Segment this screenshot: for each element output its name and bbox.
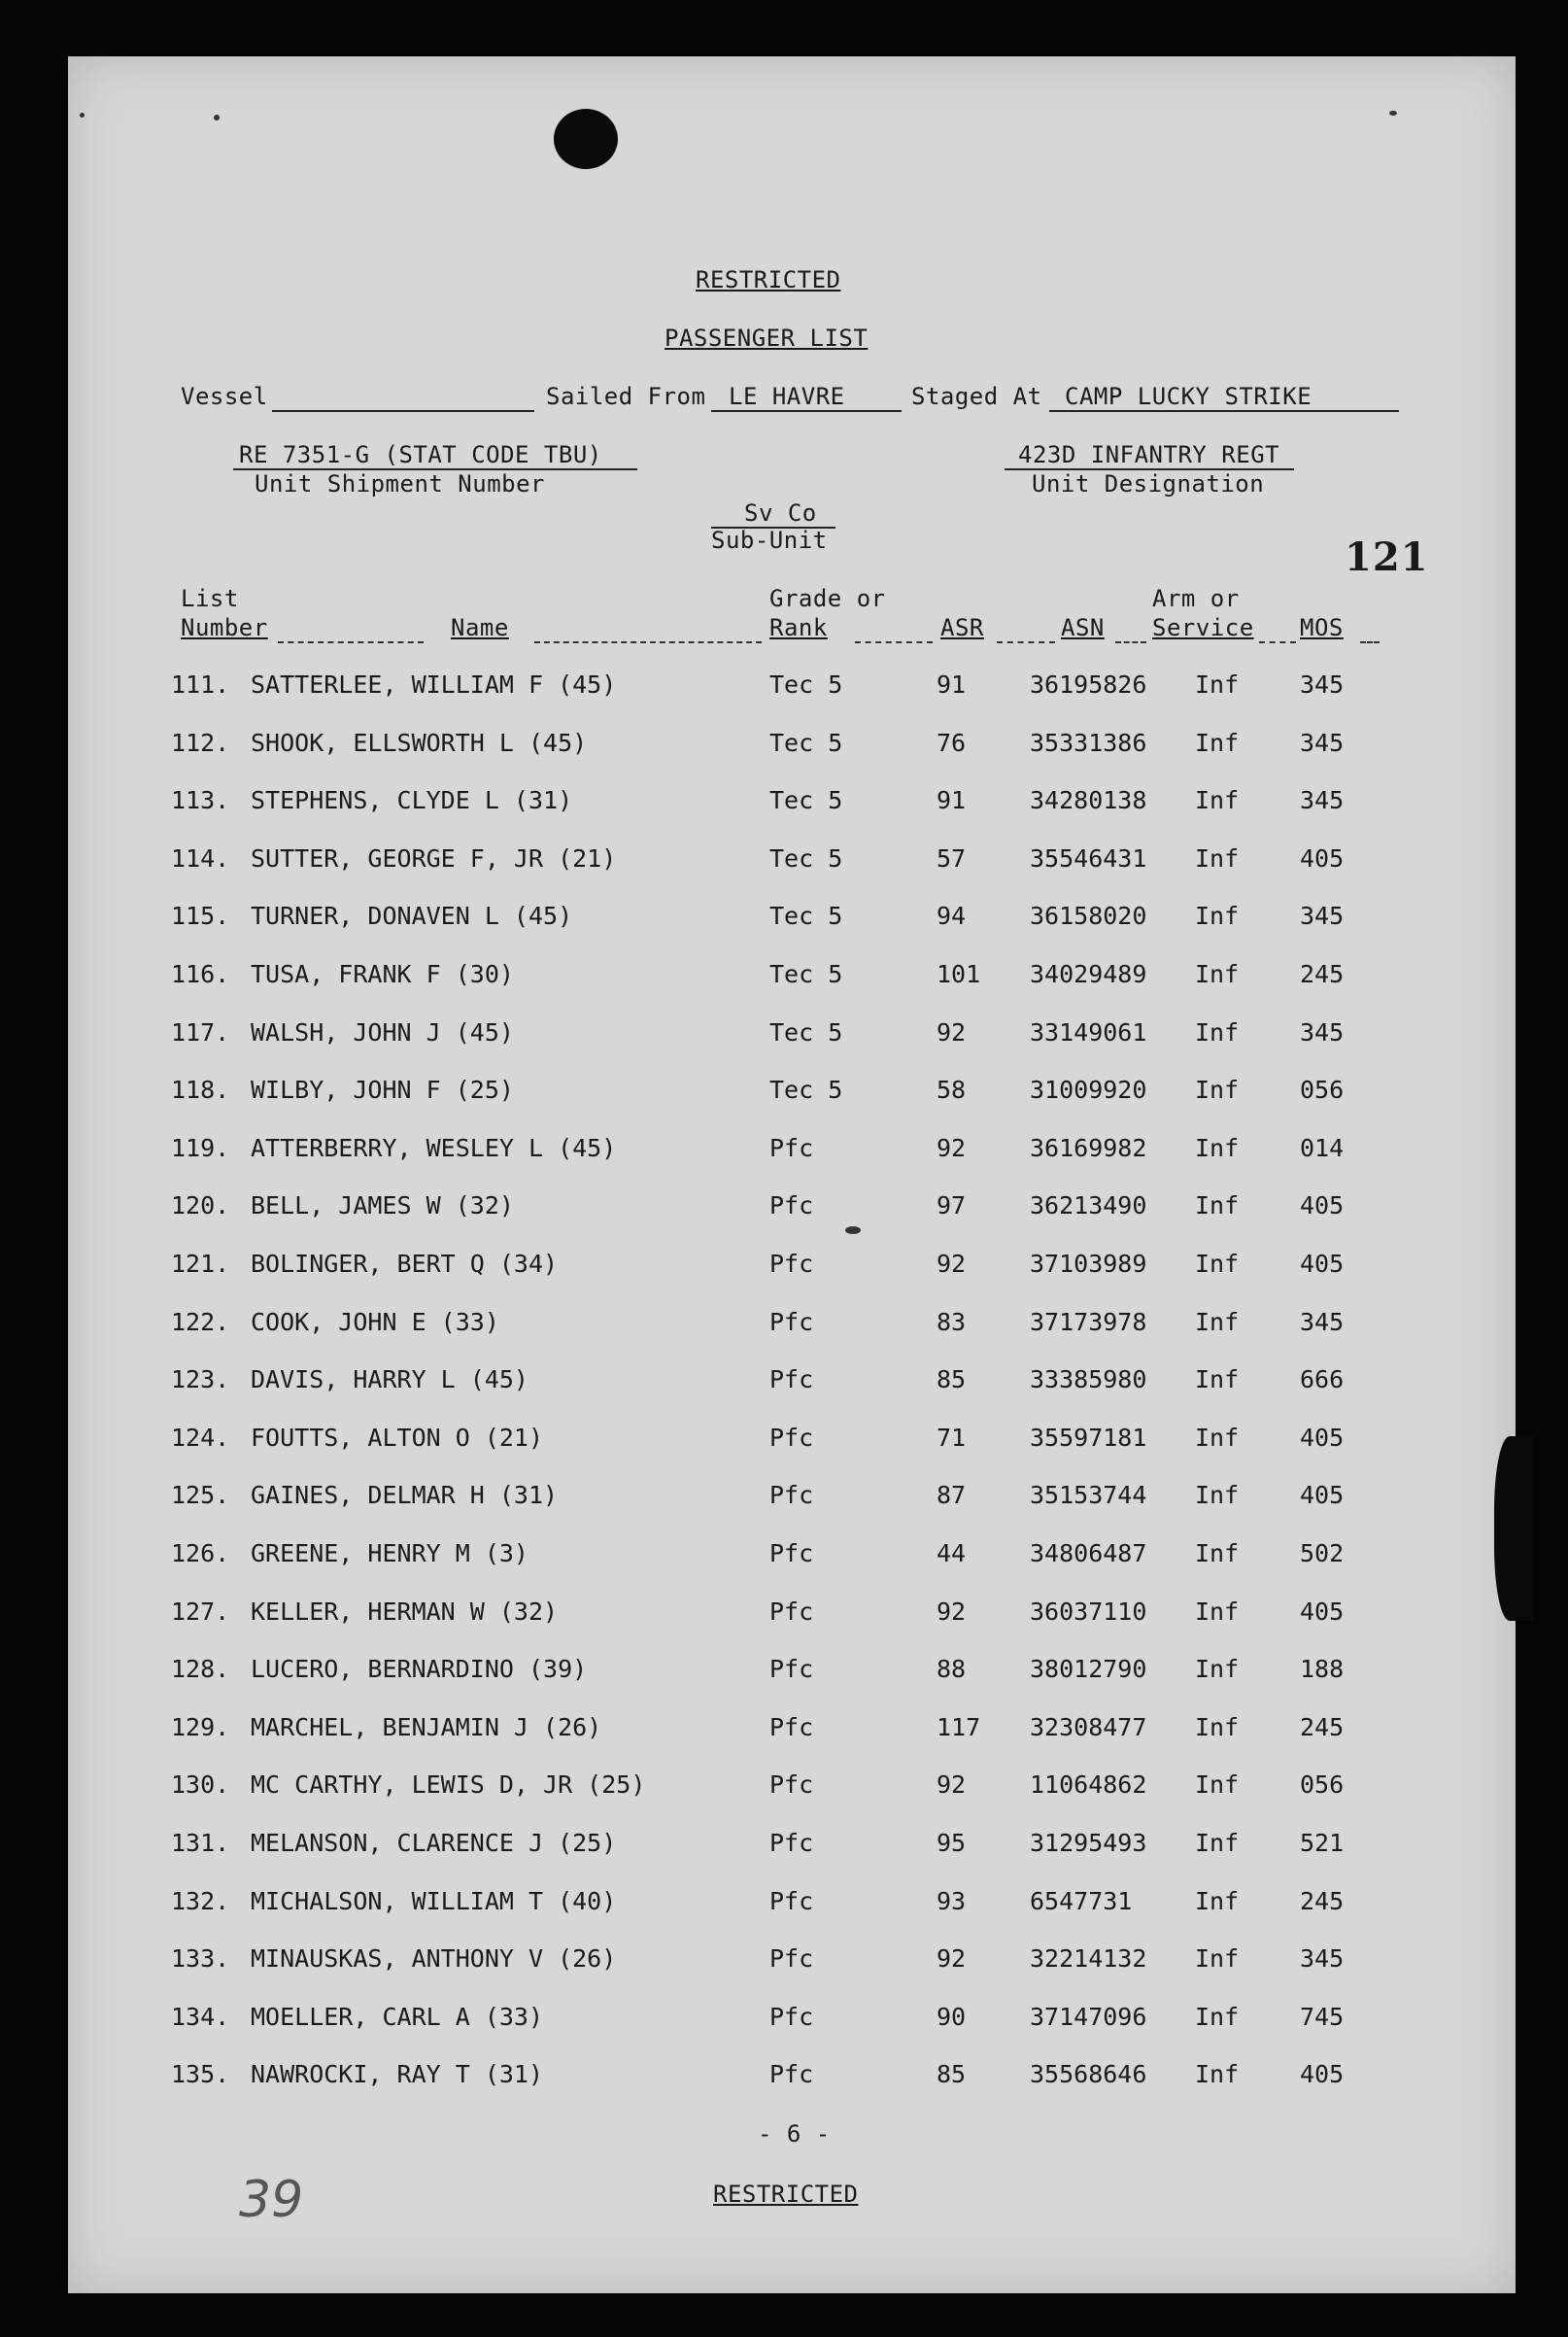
- asr-cell: 91: [937, 670, 967, 699]
- name-cell: BELL, JAMES W (32): [251, 1191, 514, 1220]
- name-cell: SATTERLEE, WILLIAM F (45): [251, 670, 617, 699]
- list-number-cell: 124.: [171, 1423, 230, 1452]
- asr-cell: 92: [937, 1250, 967, 1278]
- asn-cell: 11064862: [1030, 1770, 1147, 1800]
- asn-cell: 6547731: [1030, 1886, 1133, 1915]
- list-number-cell: 120.: [171, 1191, 230, 1220]
- list-number-cell: 113.: [171, 786, 230, 815]
- asr-cell: 76: [937, 728, 967, 757]
- col-grade-line2: Rank: [769, 614, 828, 641]
- col-list-number-line1: List: [181, 585, 239, 612]
- mos-cell: 345: [1300, 670, 1345, 699]
- mos-cell: 666: [1300, 1365, 1345, 1394]
- list-number-cell: 117.: [171, 1017, 230, 1047]
- sailed-from-label: Sailed From: [546, 383, 706, 410]
- name-cell: BOLINGER, BERT Q (34): [251, 1250, 559, 1278]
- grade-cell: Pfc: [769, 1886, 814, 1915]
- asn-cell: 37173978: [1030, 1307, 1147, 1336]
- staged-at-label: Staged At: [911, 383, 1042, 410]
- name-cell: MELANSON, CLARENCE J (25): [251, 1829, 617, 1857]
- name-cell: MC CARTHY, LEWIS D, JR (25): [251, 1770, 646, 1800]
- list-number-cell: 131.: [171, 1829, 230, 1857]
- sub-unit-label: Sub-Unit: [711, 527, 828, 554]
- asn-cell: 35331386: [1030, 728, 1147, 757]
- grade-cell: Pfc: [769, 1191, 814, 1220]
- col-mos: MOS: [1300, 614, 1344, 641]
- asn-cell: 36195826: [1030, 670, 1147, 699]
- unit-designation-label: Unit Designation: [1032, 470, 1265, 498]
- name-cell: GAINES, DELMAR H (31): [251, 1481, 559, 1510]
- name-cell: NAWROCKI, RAY T (31): [251, 2060, 544, 2089]
- list-number-cell: 116.: [171, 960, 230, 988]
- asr-cell: 57: [937, 843, 967, 873]
- asn-cell: 37147096: [1030, 2002, 1147, 2031]
- staged-at-value: CAMP LUCKY STRIKE: [1065, 383, 1312, 410]
- header-dash-2: [534, 641, 762, 643]
- mos-cell: 405: [1300, 1250, 1345, 1278]
- list-number-cell: 114.: [171, 843, 230, 873]
- mos-cell: 345: [1300, 902, 1345, 931]
- name-cell: KELLER, HERMAN W (32): [251, 1597, 559, 1626]
- name-cell: COOK, JOHN E (33): [251, 1307, 499, 1336]
- name-cell: TUSA, FRANK F (30): [251, 960, 514, 988]
- grade-cell: Pfc: [769, 1597, 814, 1626]
- list-number-cell: 127.: [171, 1597, 230, 1626]
- name-cell: STEPHENS, CLYDE L (31): [251, 786, 573, 815]
- asn-cell: 36037110: [1030, 1597, 1147, 1626]
- header-dash-4: [997, 641, 1055, 643]
- unit-designation: 423D INFANTRY REGT: [1018, 441, 1280, 468]
- asr-cell: 93: [937, 1886, 967, 1915]
- grade-cell: Tec 5: [769, 960, 843, 988]
- asn-cell: 33385980: [1030, 1365, 1147, 1394]
- list-number-cell: 125.: [171, 1481, 230, 1510]
- speck-mark: [80, 113, 85, 118]
- col-list-number-line2: Number: [181, 614, 268, 641]
- document-title: PASSENGER LIST: [665, 325, 869, 352]
- grade-cell: Pfc: [769, 1539, 814, 1567]
- grade-cell: Pfc: [769, 1944, 814, 1974]
- mos-cell: 405: [1300, 843, 1345, 873]
- arm-cell: Inf: [1195, 1365, 1240, 1394]
- arm-cell: Inf: [1195, 2002, 1240, 2031]
- arm-cell: Inf: [1195, 1655, 1240, 1684]
- name-cell: MICHALSON, WILLIAM T (40): [251, 1886, 617, 1915]
- asn-cell: 34806487: [1030, 1539, 1147, 1567]
- header-dash-5: [1115, 641, 1146, 643]
- mos-cell: 521: [1300, 1829, 1345, 1857]
- mos-cell: 245: [1300, 1886, 1345, 1915]
- grade-cell: Tec 5: [769, 902, 843, 931]
- asr-cell: 90: [937, 2002, 967, 2031]
- arm-cell: Inf: [1195, 1944, 1240, 1974]
- asn-cell: 35153744: [1030, 1481, 1147, 1510]
- arm-cell: Inf: [1195, 1770, 1240, 1800]
- mos-cell: 745: [1300, 2002, 1345, 2031]
- mos-cell: 405: [1300, 1191, 1345, 1220]
- classification-header: RESTRICTED: [696, 266, 841, 293]
- mos-cell: 188: [1300, 1655, 1345, 1684]
- mos-cell: 245: [1300, 1712, 1345, 1741]
- grade-cell: Tec 5: [769, 728, 843, 757]
- mos-cell: 056: [1300, 1770, 1345, 1800]
- grade-cell: Pfc: [769, 1770, 814, 1800]
- arm-cell: Inf: [1195, 1017, 1240, 1047]
- arm-cell: Inf: [1195, 1886, 1240, 1915]
- asn-cell: 33149061: [1030, 1017, 1147, 1047]
- asn-cell: 35597181: [1030, 1423, 1147, 1452]
- asr-cell: 85: [937, 1365, 967, 1394]
- list-number-cell: 123.: [171, 1365, 230, 1394]
- list-number-cell: 126.: [171, 1539, 230, 1567]
- col-asr: ASR: [940, 614, 984, 641]
- asr-cell: 83: [937, 1307, 967, 1336]
- name-cell: TURNER, DONAVEN L (45): [251, 902, 573, 931]
- grade-cell: Pfc: [769, 1365, 814, 1394]
- list-number-cell: 130.: [171, 1770, 230, 1800]
- name-cell: SUTTER, GEORGE F, JR (21): [251, 843, 617, 873]
- grade-cell: Tec 5: [769, 1017, 843, 1047]
- list-number-cell: 132.: [171, 1886, 230, 1915]
- list-number-cell: 128.: [171, 1655, 230, 1684]
- speck-mark: [1389, 111, 1397, 116]
- list-number-cell: 129.: [171, 1712, 230, 1741]
- col-asn: ASN: [1061, 614, 1105, 641]
- asr-cell: 85: [937, 2060, 967, 2089]
- arm-cell: Inf: [1195, 1712, 1240, 1741]
- arm-cell: Inf: [1195, 1829, 1240, 1857]
- unit-shipment-label: Unit Shipment Number: [255, 470, 545, 498]
- col-arm-line1: Arm or: [1152, 585, 1240, 612]
- grade-cell: Pfc: [769, 1133, 814, 1162]
- asr-cell: 92: [937, 1597, 967, 1626]
- mos-cell: 405: [1300, 1481, 1345, 1510]
- asr-cell: 92: [937, 1944, 967, 1974]
- asr-cell: 101: [937, 960, 981, 988]
- list-number-cell: 134.: [171, 2002, 230, 2031]
- grade-cell: Pfc: [769, 2002, 814, 2031]
- asr-cell: 92: [937, 1770, 967, 1800]
- asn-cell: 37103989: [1030, 1250, 1147, 1278]
- asn-cell: 38012790: [1030, 1655, 1147, 1684]
- grade-cell: Pfc: [769, 1307, 814, 1336]
- name-cell: FOUTTS, ALTON O (21): [251, 1423, 544, 1452]
- name-cell: DAVIS, HARRY L (45): [251, 1365, 528, 1394]
- arm-cell: Inf: [1195, 843, 1240, 873]
- mos-cell: 345: [1300, 728, 1345, 757]
- asn-cell: 34280138: [1030, 786, 1147, 815]
- list-number-cell: 112.: [171, 728, 230, 757]
- asr-cell: 71: [937, 1423, 967, 1452]
- asr-cell: 91: [937, 786, 967, 815]
- asr-cell: 117: [937, 1712, 981, 1741]
- stamped-page-number: 121: [1345, 534, 1429, 580]
- vessel-label: Vessel: [181, 383, 268, 410]
- mos-cell: 345: [1300, 786, 1345, 815]
- grade-cell: Tec 5: [769, 1076, 843, 1105]
- arm-cell: Inf: [1195, 1076, 1240, 1105]
- asr-cell: 92: [937, 1133, 967, 1162]
- arm-cell: Inf: [1195, 786, 1240, 815]
- list-number-cell: 111.: [171, 670, 230, 699]
- grade-cell: Pfc: [769, 1655, 814, 1684]
- arm-cell: Inf: [1195, 1423, 1240, 1452]
- name-cell: GREENE, HENRY M (3): [251, 1539, 528, 1567]
- asn-cell: 35546431: [1030, 843, 1147, 873]
- asr-cell: 44: [937, 1539, 967, 1567]
- asn-cell: 32214132: [1030, 1944, 1147, 1974]
- name-cell: MINAUSKAS, ANTHONY V (26): [251, 1944, 617, 1974]
- header-dash-1: [278, 641, 424, 643]
- grade-cell: Tec 5: [769, 843, 843, 873]
- asn-cell: 36169982: [1030, 1133, 1147, 1162]
- speck-mark: [214, 115, 220, 120]
- grade-cell: Pfc: [769, 1712, 814, 1741]
- list-number-cell: 118.: [171, 1076, 230, 1105]
- arm-cell: Inf: [1195, 1539, 1240, 1567]
- header-dash-3: [855, 641, 933, 643]
- arm-cell: Inf: [1195, 960, 1240, 988]
- arm-cell: Inf: [1195, 1250, 1240, 1278]
- header-dash-7: [1360, 641, 1380, 643]
- mos-cell: 405: [1300, 1423, 1345, 1452]
- grade-cell: Pfc: [769, 1250, 814, 1278]
- speck-mark: [845, 1226, 861, 1234]
- unit-shipment-number: RE 7351-G (STAT CODE TBU): [239, 441, 602, 468]
- arm-cell: Inf: [1195, 670, 1240, 699]
- asn-cell: 36158020: [1030, 902, 1147, 931]
- asn-cell: 36213490: [1030, 1191, 1147, 1220]
- mos-cell: 014: [1300, 1133, 1345, 1162]
- arm-cell: Inf: [1195, 1133, 1240, 1162]
- asr-cell: 87: [937, 1481, 967, 1510]
- name-cell: MOELLER, CARL A (33): [251, 2002, 544, 2031]
- name-cell: MARCHEL, BENJAMIN J (26): [251, 1712, 602, 1741]
- arm-cell: Inf: [1195, 1307, 1240, 1336]
- asr-cell: 88: [937, 1655, 967, 1684]
- list-number-cell: 135.: [171, 2060, 230, 2089]
- handwritten-number: 39: [239, 2171, 304, 2229]
- mos-cell: 405: [1300, 2060, 1345, 2089]
- sailed-from-value: LE HAVRE: [729, 383, 845, 410]
- asn-cell: 31009920: [1030, 1076, 1147, 1105]
- arm-cell: Inf: [1195, 1191, 1240, 1220]
- asr-cell: 94: [937, 902, 967, 931]
- grade-cell: Pfc: [769, 1423, 814, 1452]
- grade-cell: Pfc: [769, 2060, 814, 2089]
- mos-cell: 245: [1300, 960, 1345, 988]
- grade-cell: Tec 5: [769, 670, 843, 699]
- sub-unit-value: Sv Co: [744, 499, 817, 527]
- name-cell: WALSH, JOHN J (45): [251, 1017, 514, 1047]
- arm-cell: Inf: [1195, 1481, 1240, 1510]
- vessel-underline: [272, 410, 534, 412]
- col-name: Name: [451, 614, 509, 641]
- asn-cell: 32308477: [1030, 1712, 1147, 1741]
- grade-cell: Tec 5: [769, 786, 843, 815]
- list-number-cell: 133.: [171, 1944, 230, 1974]
- asn-cell: 34029489: [1030, 960, 1147, 988]
- grade-cell: Pfc: [769, 1829, 814, 1857]
- mos-cell: 056: [1300, 1076, 1345, 1105]
- name-cell: WILBY, JOHN F (25): [251, 1076, 514, 1105]
- asr-cell: 92: [937, 1017, 967, 1047]
- arm-cell: Inf: [1195, 902, 1240, 931]
- col-arm-line2: Service: [1152, 614, 1254, 641]
- asn-cell: 35568646: [1030, 2060, 1147, 2089]
- staged-at-underline: [1049, 410, 1399, 412]
- list-number-cell: 121.: [171, 1250, 230, 1278]
- asr-cell: 97: [937, 1191, 967, 1220]
- list-number-cell: 122.: [171, 1307, 230, 1336]
- classification-footer: RESTRICTED: [713, 2181, 859, 2208]
- mos-cell: 345: [1300, 1307, 1345, 1336]
- arm-cell: Inf: [1195, 1597, 1240, 1626]
- mos-cell: 345: [1300, 1017, 1345, 1047]
- asr-cell: 95: [937, 1829, 967, 1857]
- list-number-cell: 115.: [171, 902, 230, 931]
- sailed-from-underline: [711, 410, 902, 412]
- name-cell: SHOOK, ELLSWORTH L (45): [251, 728, 588, 757]
- punch-hole-mark: [554, 109, 618, 169]
- asn-cell: 31295493: [1030, 1829, 1147, 1857]
- edge-tear-mark: [1494, 1436, 1533, 1621]
- header-dash-6: [1259, 641, 1296, 643]
- name-cell: LUCERO, BERNARDINO (39): [251, 1655, 588, 1684]
- asr-cell: 58: [937, 1076, 967, 1105]
- arm-cell: Inf: [1195, 728, 1240, 757]
- list-number-cell: 119.: [171, 1133, 230, 1162]
- mos-cell: 502: [1300, 1539, 1345, 1567]
- mos-cell: 405: [1300, 1597, 1345, 1626]
- col-grade-line1: Grade or: [769, 585, 886, 612]
- mos-cell: 345: [1300, 1944, 1345, 1974]
- page-number: - 6 -: [758, 2120, 831, 2148]
- arm-cell: Inf: [1195, 2060, 1240, 2089]
- grade-cell: Pfc: [769, 1481, 814, 1510]
- name-cell: ATTERBERRY, WESLEY L (45): [251, 1133, 617, 1162]
